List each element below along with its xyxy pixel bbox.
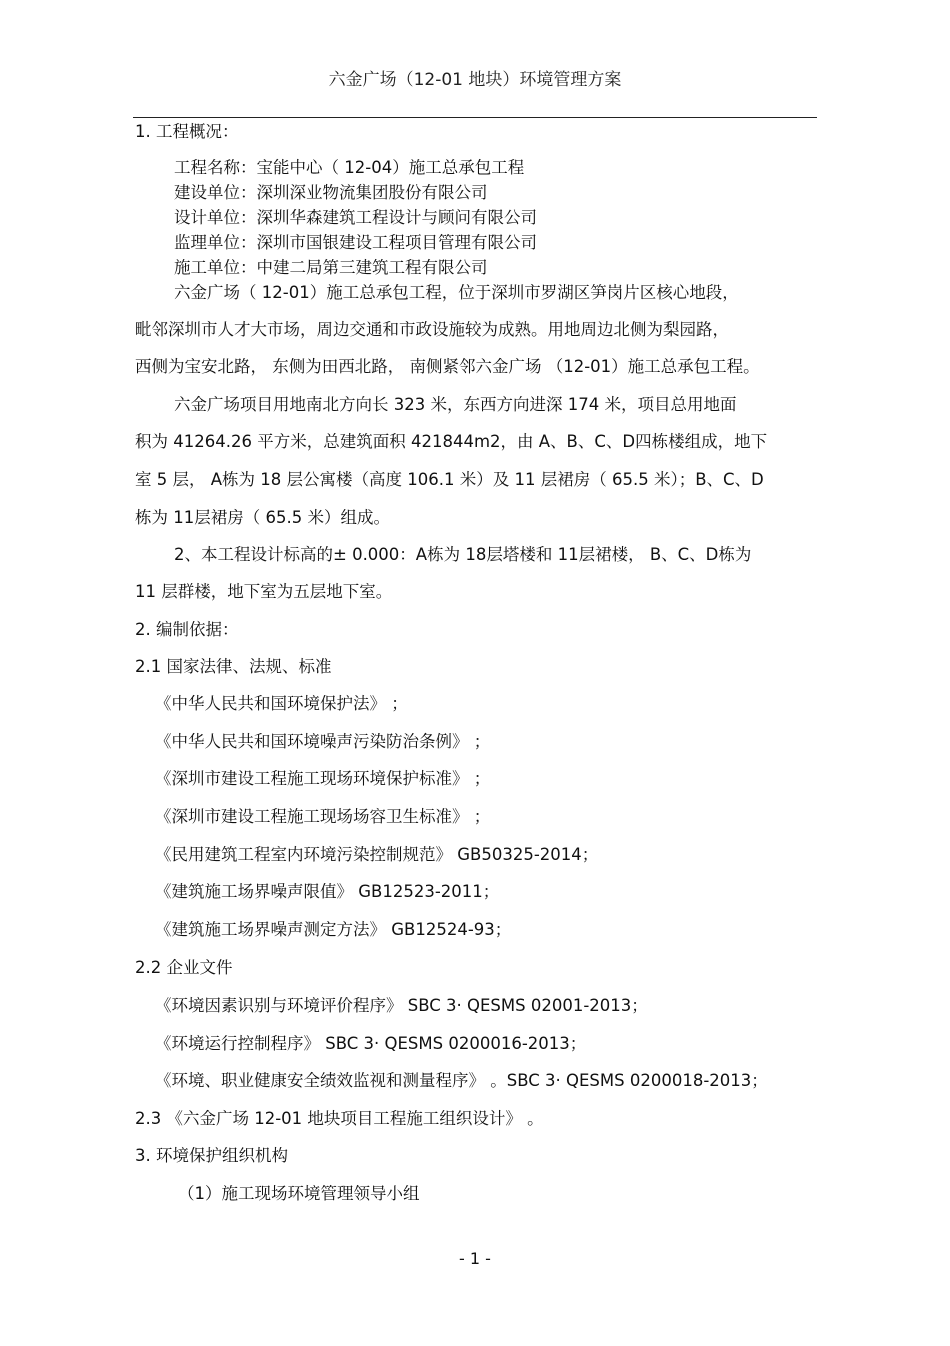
- section-1-heading: 1. 工程概况：: [135, 122, 239, 141]
- standard-list-item: 《建筑施工场界噪声测定方法》 GB12524-93；: [155, 920, 512, 939]
- standard-list-item: 《深圳市建设工程施工现场场容卫生标准》 ；: [155, 807, 491, 826]
- paragraph-line: 2、本工程设计标高的± 0.000：A栋为 18层塔楼和 11层裙楼， B、C、D栋为: [174, 545, 752, 564]
- paragraph-line: 栋为 11层裙房（ 65.5 米）组成。: [135, 508, 390, 527]
- standard-list-item: 《深圳市建设工程施工现场环境保护标准》 ；: [155, 769, 491, 788]
- paragraph-line: 六金广场（ 12-01）施工总承包工程，位于深圳市罗湖区笋岗片区核心地段，: [174, 283, 739, 302]
- project-name-line: 工程名称：宝能中心（ 12-04）施工总承包工程: [174, 158, 525, 177]
- standard-list-item: 《民用建筑工程室内环境污染控制规范》 GB50325-2014；: [155, 845, 599, 864]
- section-3-heading: 3. 环境保护组织机构: [135, 1146, 288, 1165]
- paragraph-line: 六金广场项目用地南北方向长 323 米，东西方向进深 174 米，项目总用地面: [174, 395, 737, 414]
- owner-line: 建设单位：深圳深业物流集团股份有限公司: [174, 183, 488, 202]
- enterprise-doc-item: 《环境因素识别与环境评价程序》 SBC 3· QESMS 02001-2013；: [155, 996, 648, 1015]
- paragraph-line: 室 5 层， A栋为 18 层公寓楼（高度 106.1 米）及 11 层裙房（ 65.5 米）；B、C、D: [135, 470, 764, 489]
- contractor-line: 施工单位：中建二局第三建筑工程有限公司: [174, 258, 488, 277]
- subsection-2-2-heading: 2.2 企业文件: [135, 958, 233, 977]
- supervisor-line: 监理单位：深圳市国银建设工程项目管理有限公司: [174, 233, 537, 252]
- standard-list-item: 《中华人民共和国环境保护法》 ；: [155, 694, 408, 713]
- standard-list-item: 《中华人民共和国环境噪声污染防治条例》 ；: [155, 732, 491, 751]
- subsection-2-3: 2.3 《六金广场 12-01 地块项目工程施工组织设计》 。: [135, 1109, 544, 1128]
- paragraph-line: 西侧为宝安北路， 东侧为田西北路， 南侧紧邻六金广场 （12-01）施工总承包工程。: [135, 357, 760, 376]
- paragraph-line: 积为 41264.26 平方米，总建筑面积 421844m2，由 A、B、C、D四栋楼组成，地下: [135, 432, 768, 451]
- header-divider: [133, 117, 817, 118]
- enterprise-doc-item: 《环境、职业健康安全绩效监视和测量程序》 。SBC 3· QESMS 0200018-2013；: [155, 1071, 768, 1090]
- paragraph-line: 11 层群楼，地下室为五层地下室。: [135, 582, 393, 601]
- page-number: - 1 -: [459, 1249, 491, 1268]
- subsection-2-1-heading: 2.1 国家法律、法规、标准: [135, 657, 332, 676]
- page-header-title: 六金广场（12-01 地块）环境管理方案: [328, 70, 622, 90]
- section-3-item-1: （1）施工现场环境管理领导小组: [178, 1184, 420, 1203]
- section-2-heading: 2. 编制依据：: [135, 620, 239, 639]
- enterprise-doc-item: 《环境运行控制程序》 SBC 3· QESMS 0200016-2013；: [155, 1034, 587, 1053]
- designer-line: 设计单位：深圳华森建筑工程设计与顾问有限公司: [174, 208, 537, 227]
- paragraph-line: 毗邻深圳市人才大市场，周边交通和市政设施较为成熟。用地周边北侧为梨园路，: [135, 320, 729, 339]
- standard-list-item: 《建筑施工场界噪声限值》 GB12523-2011；: [155, 882, 500, 901]
